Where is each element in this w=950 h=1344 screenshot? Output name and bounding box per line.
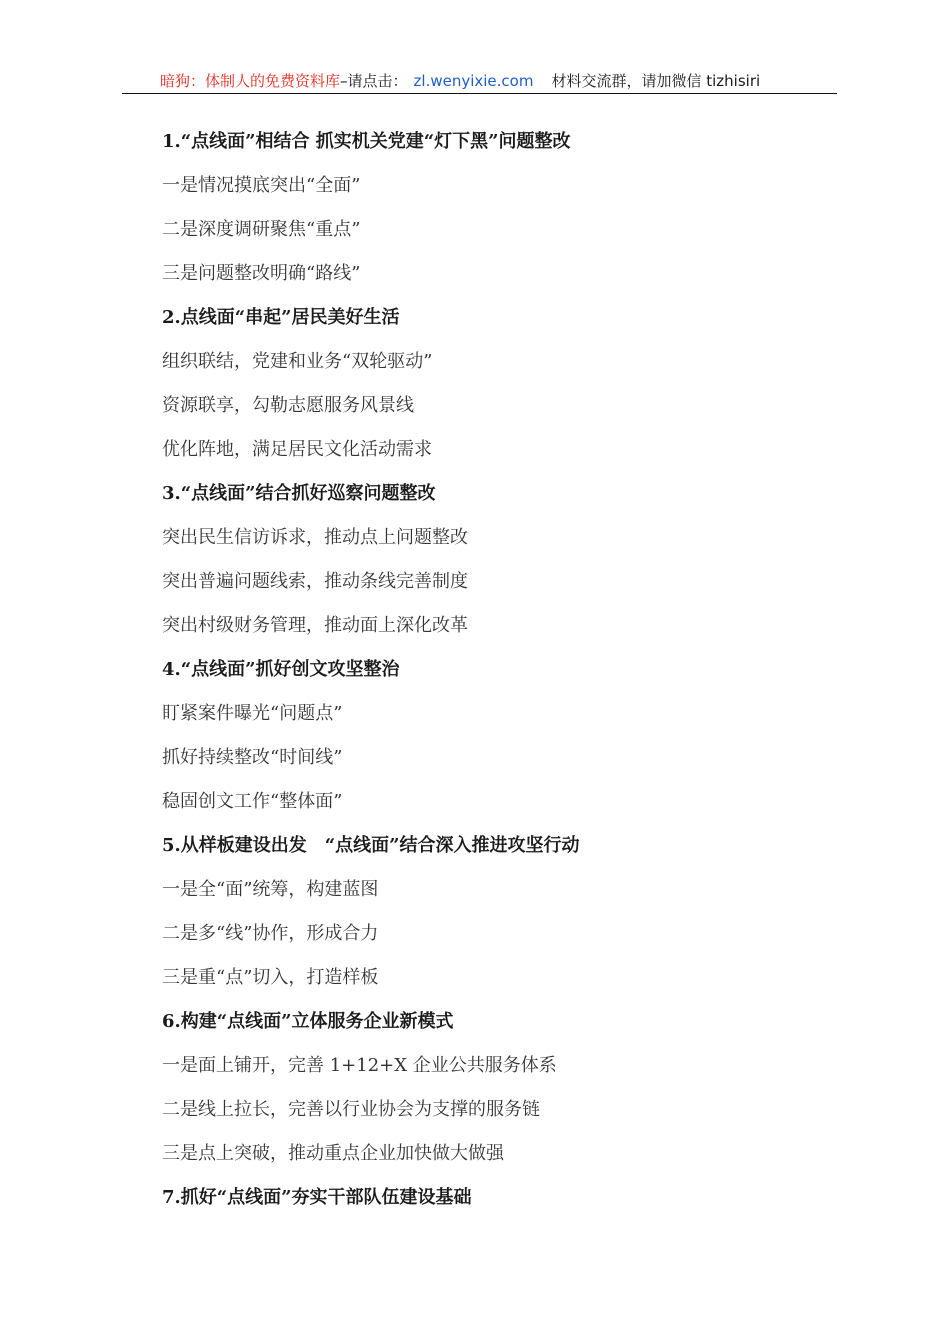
section-6-item-1: 一是面上铺开，完善 1+12+X 企业公共服务体系 xyxy=(162,1055,557,1076)
section-4-item-3: 稳固创文工作“整体面” xyxy=(162,791,343,812)
section-6-heading: 6.构建“点线面”立体服务企业新模式 xyxy=(162,1011,454,1032)
section-1-item-1: 一是情况摸底突出“全面” xyxy=(162,175,361,196)
section-2-item-2: 资源联享，勾勒志愿服务风景线 xyxy=(162,395,414,416)
section-6-item-3: 三是点上突破，推动重点企业加快做大做强 xyxy=(162,1143,504,1164)
section-2-item-3: 优化阵地，满足居民文化活动需求 xyxy=(162,439,432,460)
page-header xyxy=(122,70,837,92)
header-link[interactable]: zl.wenyixie.com xyxy=(413,72,534,90)
document-body xyxy=(162,127,842,1227)
section-3-heading: 3.“点线面”结合抓好巡察问题整改 xyxy=(162,483,436,504)
section-4-item-2: 抓好持续整改“时间线” xyxy=(162,747,343,768)
section-5-item-2: 二是多“线”协作，形成合力 xyxy=(162,923,379,944)
section-7-heading: 7.抓好“点线面”夯实干部队伍建设基础 xyxy=(162,1187,472,1208)
section-4-item-1: 盯紧案件曝光“问题点” xyxy=(162,703,343,724)
section-3-item-1: 突出民生信访诉求，推动点上问题整改 xyxy=(162,527,468,548)
section-4-heading: 4.“点线面”抓好创文攻坚整治 xyxy=(162,659,400,680)
section-5-item-3: 三是重“点”切入，打造样板 xyxy=(162,967,379,988)
section-5-item-1: 一是全“面”统筹，构建蓝图 xyxy=(162,879,379,900)
header-prompt: –请点击： xyxy=(340,72,408,90)
header-brand: 暗狗：体制人的免费资料库 xyxy=(160,72,341,90)
section-3-item-2: 突出普遍问题线索，推动条线完善制度 xyxy=(162,571,468,592)
section-2-item-1: 组织联结，党建和业务“双轮驱动” xyxy=(162,351,433,372)
header-wechat-note: 材料交流群，请加微信 tizhisiri xyxy=(551,72,761,90)
section-1-heading: 1.“点线面”相结合 抓实机关党建“灯下黑”问题整改 xyxy=(162,131,571,152)
section-1-item-3: 三是问题整改明确“路线” xyxy=(162,263,361,284)
section-3-item-3: 突出村级财务管理，推动面上深化改革 xyxy=(162,615,468,636)
section-1-item-2: 二是深度调研聚焦“重点” xyxy=(162,219,361,240)
section-5-heading: 5.从样板建设出发 “点线面”结合深入推进攻坚行动 xyxy=(162,835,580,856)
header-divider xyxy=(122,93,837,94)
section-6-item-2: 二是线上拉长，完善以行业协会为支撑的服务链 xyxy=(162,1099,540,1120)
section-2-heading: 2.点线面“串起”居民美好生活 xyxy=(162,307,400,328)
